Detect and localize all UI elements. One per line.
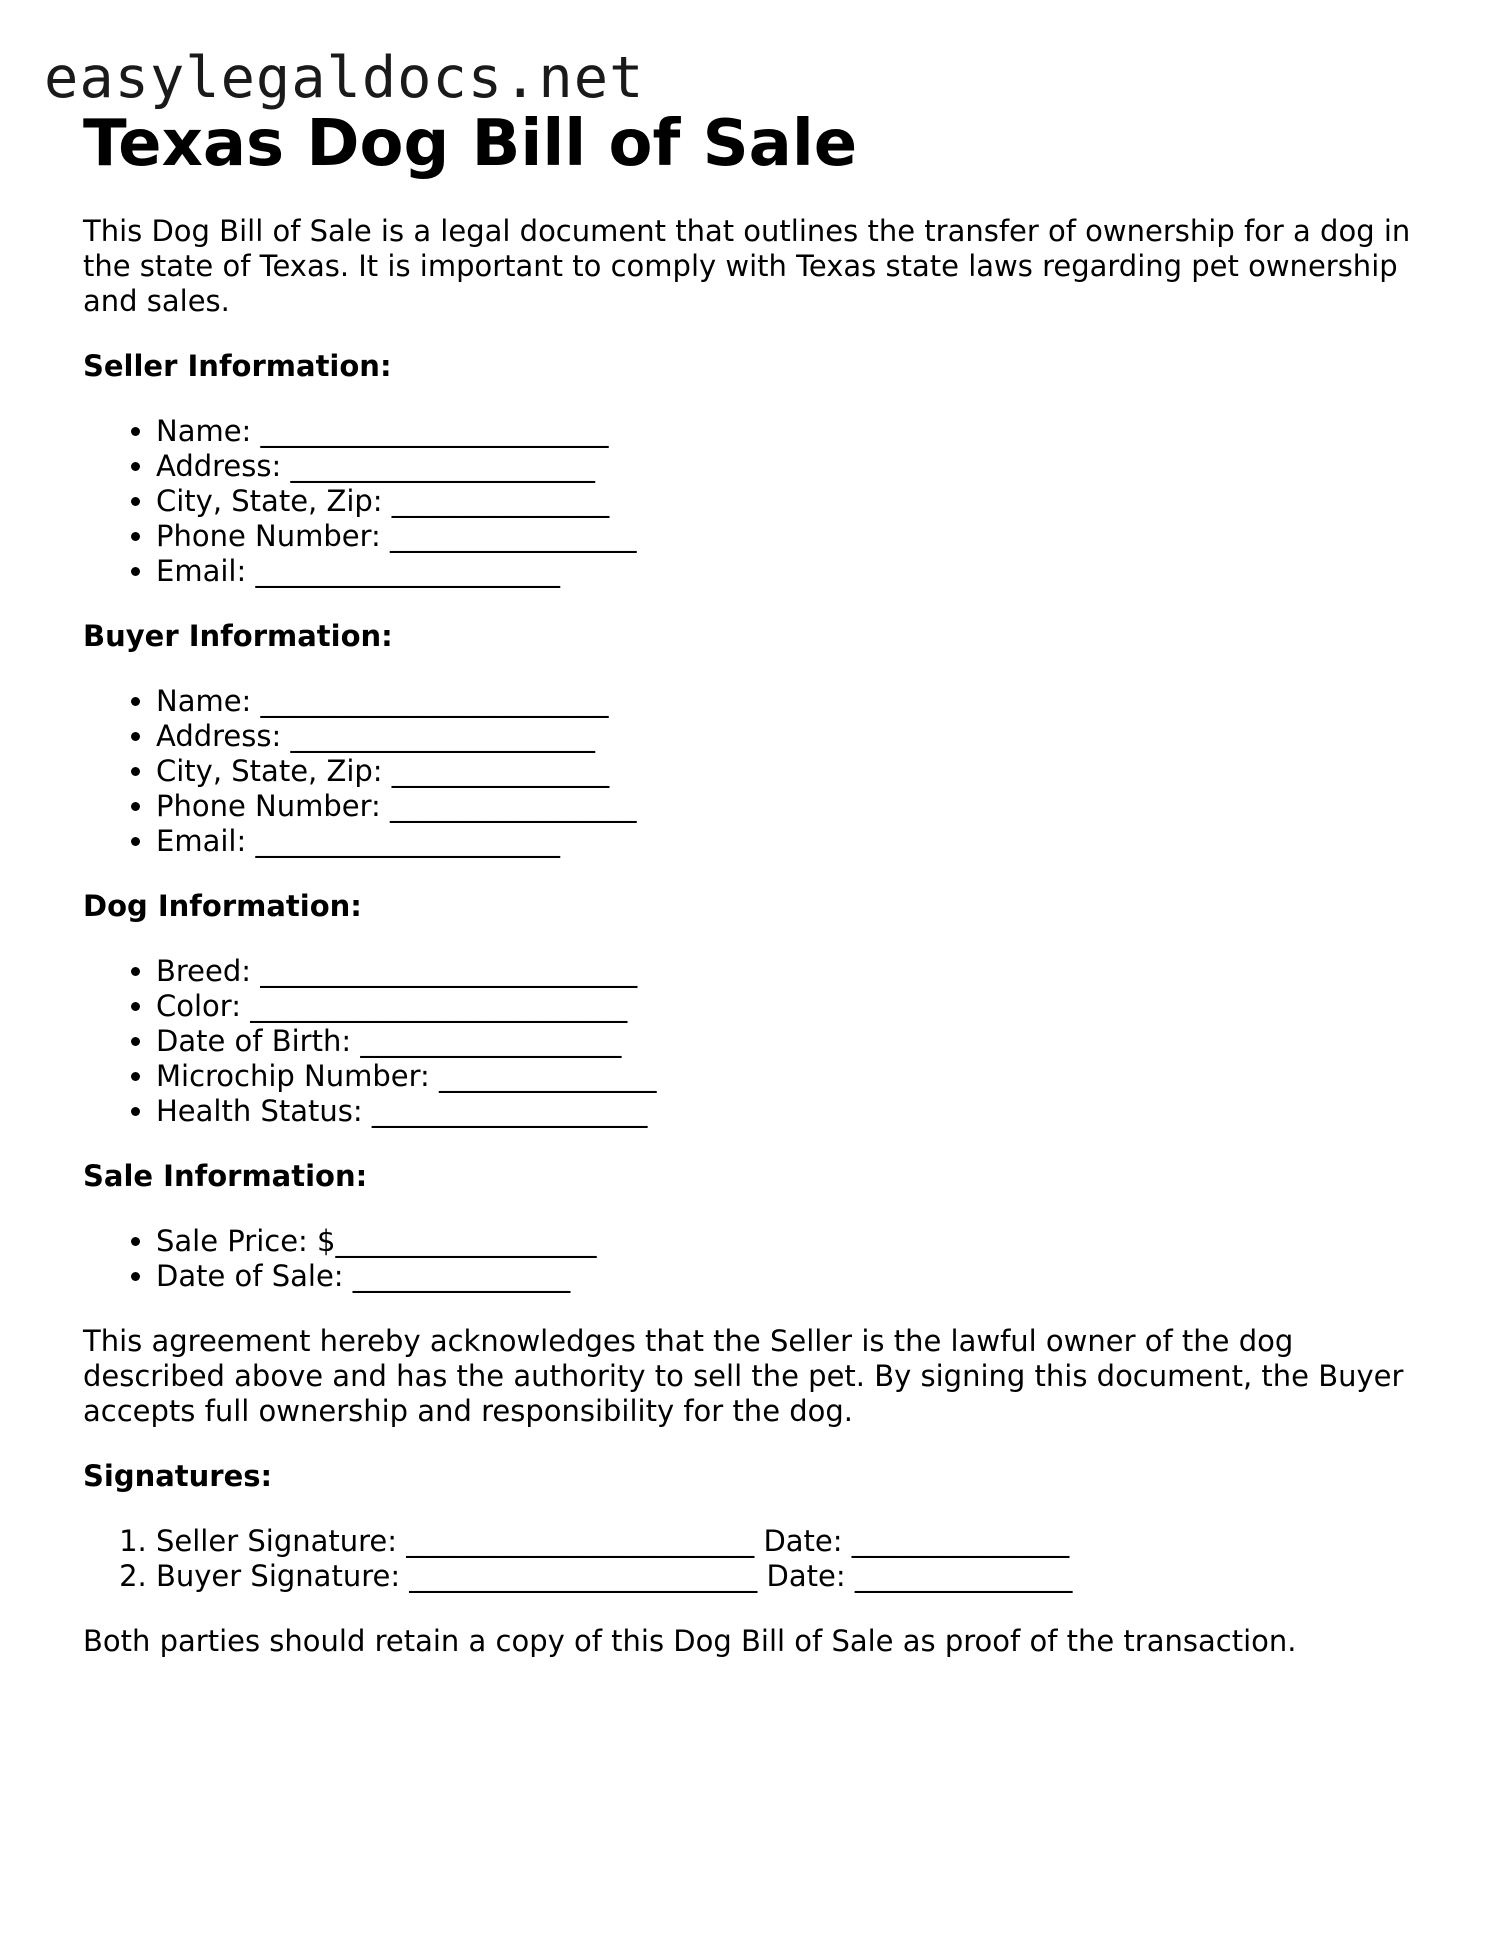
sale-heading: Sale Information: [83, 1159, 368, 1193]
buyer-address-field: • Address: _____________________ [156, 719, 1423, 754]
buyer-name-field: • Name: ________________________ [156, 684, 1423, 719]
seller-email-field: • Email: _____________________ [156, 554, 1423, 589]
dog-list [83, 954, 1423, 1129]
seller-name-field: • Name: ________________________ [156, 414, 1423, 449]
signatures-heading: Signatures: [83, 1459, 273, 1493]
dog-heading: Dog Information: [83, 889, 362, 923]
dog-dob-field: • Date of Birth: __________________ [156, 1024, 1423, 1059]
dog-health-field: • Health Status: ___________________ [156, 1094, 1423, 1129]
buyer-list [83, 684, 1423, 859]
seller-list [83, 414, 1423, 589]
buyer-phone-field: • Phone Number: _________________ [156, 789, 1423, 824]
dog-breed-field: • Breed: __________________________ [156, 954, 1423, 989]
closing-paragraph: Both parties should retain a copy of this Dog Bill of Sale as proof of the transaction. [83, 1624, 1297, 1658]
buyer-city-field: • City, State, Zip: _______________ [156, 754, 1423, 789]
seller-city-field: • City, State, Zip: _______________ [156, 484, 1423, 519]
seller-address-field: • Address: _____________________ [156, 449, 1423, 484]
page-title: Texas Dog Bill of Sale [83, 107, 858, 181]
buyer-signature-line: 2. Buyer Signature: ________________________ Date: _______________ [156, 1559, 1423, 1594]
document-body [83, 104, 1423, 1659]
seller-signature-line: 1. Seller Signature: ________________________ Date: _______________ [156, 1524, 1423, 1559]
signatures-list [83, 1524, 1423, 1594]
dog-color-field: • Color: __________________________ [156, 989, 1423, 1024]
seller-heading: Seller Information: [83, 349, 392, 383]
sale-list [83, 1224, 1423, 1294]
buyer-heading: Buyer Information: [83, 619, 393, 653]
seller-phone-field: • Phone Number: _________________ [156, 519, 1423, 554]
buyer-email-field: • Email: _____________________ [156, 824, 1423, 859]
agreement-paragraph: This agreement hereby acknowledges that the Seller is the lawful owner of the dog described above and has the authority to sell the pet. By signing this document, the Buyer accepts full ownership and responsibility for the dog. [83, 1324, 1404, 1428]
intro-paragraph: This Dog Bill of Sale is a legal document that outlines the transfer of ownership for a dog in the state of Texas. It is important to comply with Texas state laws regarding pet ownership and sales. [83, 214, 1411, 318]
sale-date-field: • Date of Sale: _______________ [156, 1259, 1423, 1294]
dog-microchip-field: • Microchip Number: _______________ [156, 1059, 1423, 1094]
sale-price-field: • Sale Price: $__________________ [156, 1224, 1423, 1259]
watermark: easylegaldocs.net [44, 45, 645, 111]
